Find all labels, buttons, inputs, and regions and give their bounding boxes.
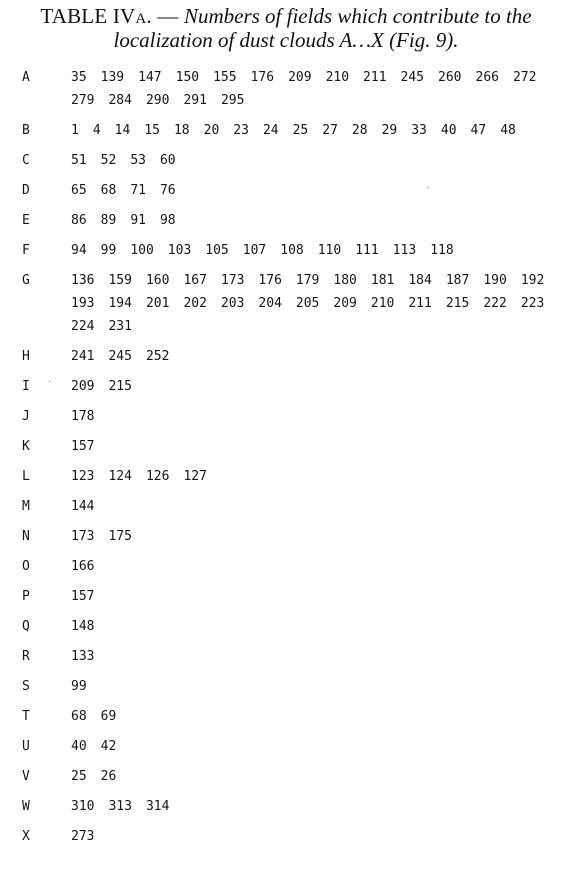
field-number: 223 [520,296,545,311]
field-number: 159 [108,273,132,288]
field-number: 24 [262,123,279,138]
field-number-list [71,825,559,848]
field-number-list [71,465,559,488]
field-number: 215 [445,296,470,311]
field-number: 40 [440,123,457,138]
table-row [0,269,570,345]
field-number-list [71,66,559,112]
field-number: 69 [100,709,117,724]
field-number: 209 [333,296,357,311]
cloud-label: G [22,273,30,288]
table-caption-label: TABLE IVa. — [40,4,184,28]
field-number: 148 [71,619,95,634]
field-number: 127 [183,469,207,484]
field-number: 118 [430,243,454,258]
cloud-label: B [22,123,30,138]
table-row [0,675,570,705]
field-number: 42 [100,739,117,754]
cloud-label: A [22,70,30,85]
cloud-label: U [22,739,30,754]
cloud-label: E [22,213,30,228]
field-number: 178 [71,409,95,424]
field-number-list [71,149,559,172]
field-number: 89 [100,213,117,228]
field-number: 86 [71,213,87,228]
field-number: 279 [71,93,95,108]
field-number: 139 [100,70,125,85]
field-number: 33 [411,123,427,138]
cloud-label: X [22,829,30,844]
field-number: 252 [145,349,170,364]
field-number: 147 [138,70,162,85]
field-number: 25 [292,123,309,138]
field-number-list [71,405,559,428]
field-number: 176 [258,273,282,288]
cloud-label: C [22,153,30,168]
field-number: 150 [175,70,200,85]
field-number-list [71,615,559,638]
table-row [0,645,570,675]
field-number: 25 [71,769,87,784]
field-number: 91 [130,213,146,228]
table-row [0,345,570,375]
field-number-list [71,239,559,262]
field-number: 241 [71,349,95,364]
field-number-list [71,435,559,458]
table-row [0,149,570,179]
field-number: 144 [71,499,95,514]
field-number: 113 [392,243,417,258]
cloud-label: I [22,379,30,394]
cloud-label: V [22,769,30,784]
field-number: 124 [108,469,132,484]
table-row [0,825,570,855]
field-number: 126 [145,469,170,484]
cloud-label: W [22,799,30,814]
field-number: 173 [220,273,245,288]
table-row [0,209,570,239]
field-number: 99 [100,243,117,258]
table-row [0,795,570,825]
field-number: 105 [205,243,229,258]
field-number: 76 [159,183,176,198]
table-row [0,435,570,465]
field-number: 266 [475,70,499,85]
field-number-list [71,209,559,232]
cloud-label: K [22,439,30,454]
field-number-list [71,645,559,668]
field-number: 184 [408,273,432,288]
field-number: 108 [280,243,304,258]
field-number: 203 [220,296,245,311]
table-row [0,705,570,735]
field-number: 209 [71,379,95,394]
table-caption-text: Numbers of fields which contribute to the localization of dust clouds A…X (Fig. 9). [113,4,532,52]
stray-dot: · [426,182,430,193]
field-number-list [71,705,559,728]
field-number-list [71,735,559,758]
field-number: 205 [295,296,320,311]
cloud-label: S [22,679,30,694]
field-number: 123 [71,469,95,484]
table-row [0,735,570,765]
field-number: 290 [145,93,170,108]
stray-dot: · [48,376,52,387]
field-number: 260 [438,70,462,85]
field-number: 155 [213,70,237,85]
table-row [0,525,570,555]
table-row [0,555,570,585]
field-number: 160 [145,273,170,288]
field-number: 222 [483,296,507,311]
field-number-list [71,795,559,818]
field-number: 157 [71,589,95,604]
field-number: 215 [108,379,132,394]
field-number: 1 [71,123,79,138]
cloud-label: P [22,589,30,604]
field-number: 210 [370,296,395,311]
table-row [0,179,570,209]
field-number: 211 [363,70,387,85]
field-number: 179 [295,273,320,288]
field-number: 194 [108,296,132,311]
field-number-list [71,765,559,788]
field-number: 180 [333,273,357,288]
field-number-list [71,495,559,518]
field-number: 103 [167,243,192,258]
field-number: 100 [130,243,154,258]
field-number: 23 [233,123,249,138]
field-number: 94 [71,243,87,258]
field-number: 28 [351,123,368,138]
field-number: 47 [470,123,487,138]
table-row [0,615,570,645]
field-number: 4 [92,123,101,138]
field-number: 68 [71,709,87,724]
field-number: 110 [317,243,342,258]
field-number: 314 [145,799,170,814]
field-number-list [71,269,559,338]
field-number: 245 [400,70,425,85]
table-row [0,465,570,495]
cloud-label: R [22,649,30,664]
table-row [0,119,570,149]
field-number: 53 [130,153,146,168]
field-number: 68 [100,183,117,198]
field-number: 173 [71,529,95,544]
field-number-list [71,179,559,202]
field-number-list [71,375,559,398]
field-number: 272 [512,70,537,85]
field-number: 15 [144,123,160,138]
field-number: 40 [71,739,87,754]
field-number: 99 [71,679,87,694]
field-number: 60 [159,153,176,168]
field-number: 71 [130,183,146,198]
field-number-list [71,525,559,548]
field-number: 175 [108,529,132,544]
field-number: 35 [71,70,87,85]
table-row [0,765,570,795]
field-number: 136 [71,273,95,288]
field-number: 295 [220,93,245,108]
field-number: 181 [370,273,395,288]
field-number: 313 [108,799,132,814]
cloud-label: Q [22,619,30,634]
field-number: 20 [203,123,220,138]
field-number: 201 [145,296,170,311]
field-number: 284 [108,93,132,108]
field-number: 187 [445,273,470,288]
field-number-list [71,555,559,578]
field-number-list [71,585,559,608]
field-number: 107 [242,243,267,258]
field-table [0,66,570,855]
field-number-list [71,345,559,368]
field-number: 204 [258,296,282,311]
field-number: 14 [114,123,131,138]
cloud-label: J [22,409,30,424]
field-number: 190 [483,273,507,288]
cloud-label: T [22,709,30,724]
field-number: 211 [408,296,432,311]
field-number: 209 [288,70,312,85]
cloud-label: O [22,559,30,574]
field-number: 231 [108,319,132,334]
field-number: 166 [71,559,95,574]
field-number-list [71,119,559,142]
field-number: 98 [159,213,176,228]
field-number: 224 [71,319,95,334]
field-number: 51 [71,153,87,168]
field-number: 192 [520,273,545,288]
field-number: 167 [183,273,207,288]
table-caption [6,4,566,52]
field-number: 210 [325,70,350,85]
field-number: 193 [71,296,95,311]
field-number: 52 [100,153,117,168]
field-number: 273 [71,829,95,844]
field-number: 48 [500,123,516,138]
table-row [0,585,570,615]
field-number: 111 [355,243,379,258]
field-number: 157 [71,439,95,454]
field-number: 133 [71,649,95,664]
cloud-label: L [22,469,30,484]
field-number: 27 [322,123,338,138]
field-number: 176 [250,70,275,85]
cloud-label: D [22,183,30,198]
table-row [0,239,570,269]
field-number: 29 [381,123,398,138]
field-number: 65 [71,183,87,198]
table-row [0,495,570,525]
field-number: 18 [173,123,190,138]
field-number: 202 [183,296,207,311]
cloud-label: F [22,243,30,258]
cloud-label: H [22,349,30,364]
field-number: 26 [100,769,117,784]
cloud-label: N [22,529,30,544]
table-row [0,66,570,119]
cloud-label: M [22,499,30,514]
field-number-list [71,675,559,698]
field-number: 291 [183,93,207,108]
table-row [0,375,570,405]
field-number: 245 [108,349,132,364]
table-row [0,405,570,435]
field-number: 310 [71,799,95,814]
